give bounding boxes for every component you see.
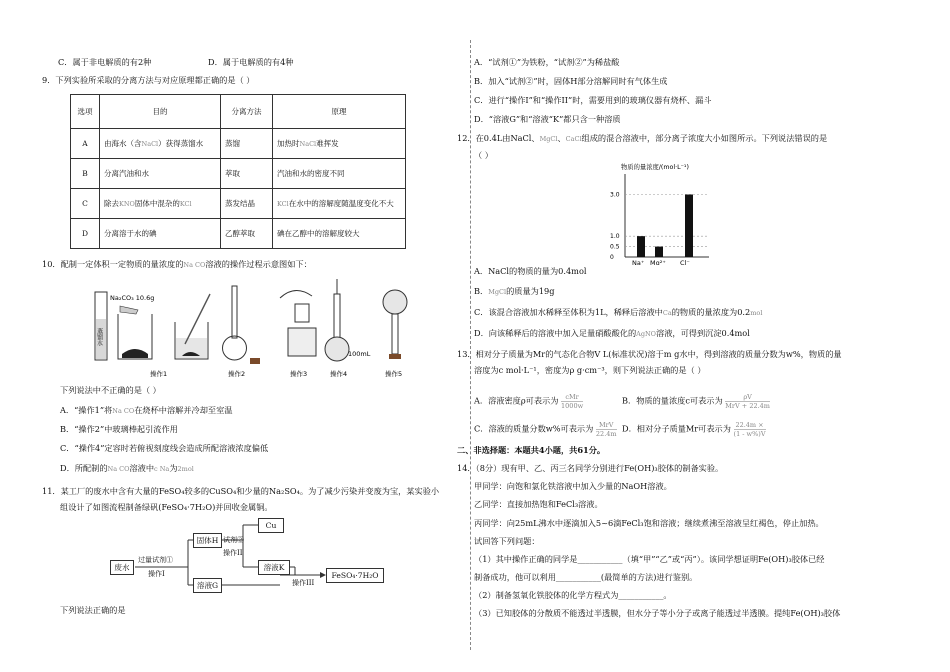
q9-stem: 9．下列实验所采取的分离方法与对应原理都正确的是（ ）	[42, 75, 255, 85]
table-row: A 由海水（含NaCl）获得蒸馏水 蒸馏 加热时NaCl难挥发	[71, 129, 406, 159]
q8-option-d: D．属于电解质的有4种	[208, 57, 294, 67]
table-row: D 分离溶于水的碘 乙醇萃取 碘在乙醇中的溶解度较大	[71, 219, 406, 249]
graduated-cylinder	[95, 292, 107, 360]
q14-line5: 试回答下列问题：	[474, 536, 540, 546]
y-tick-label: 0.5	[610, 243, 620, 251]
q11-option-c: C．进行“操作I”和“操作II”时，需要用到的玻璃仪器有烧杯、漏斗	[474, 95, 712, 105]
bar-0	[637, 236, 645, 257]
q10-option-a: A．“操作1”将Na CO在烧杯中溶解并冷却至室温	[60, 405, 233, 415]
header-option: 选项	[71, 95, 100, 129]
volumetric-flask-4	[325, 279, 371, 378]
y-tick-label: 3.0	[610, 191, 620, 199]
bar-2	[685, 195, 693, 258]
svg-text:操作5: 操作5	[385, 370, 403, 378]
q11-question: 下列说法正确的是	[60, 605, 126, 615]
q12-bar-chart	[607, 160, 727, 265]
flow-solG-box: 溶液G	[193, 578, 222, 593]
q10-procedure-figure	[90, 274, 420, 379]
svg-text:操作3: 操作3	[290, 370, 308, 378]
svg-text:100mL: 100mL	[348, 350, 371, 358]
flow-op2-label: 操作II	[223, 549, 243, 557]
svg-text:操作2: 操作2	[228, 370, 246, 378]
x-categories	[632, 259, 690, 265]
q13-option-a: A．溶液密度ρ可表示为 cMr 1000w	[474, 393, 584, 410]
flow-reagent2-label: 试剂②	[223, 536, 244, 544]
inverted-flask-5	[383, 290, 407, 378]
q12-option-c: C．该混合溶液加水稀释至体积为1L，稀释后溶液中Ca的物质的量浓度为0.2mol	[474, 307, 763, 317]
q13-stem-line2: 溶度为c mol·L⁻¹，密度为ρ g·cm⁻³，则下列说法正确的是（ ）	[474, 365, 706, 375]
q14-line6: （1）其中操作正确的同学是___________（填“甲”“乙”或“丙”）。该同学想证明Fe(OH)₃胶体已经	[474, 554, 825, 564]
q8-option-c: C．属于非电解质的有2种	[58, 57, 152, 67]
flow-solidH-box: 固体H	[193, 533, 222, 548]
q14-line7: 制备成功，他可以利用___________(最简单的方法)进行鉴别。	[474, 572, 698, 582]
q12-stem: 12．在0.4L由NaCl、MgCl、CaCl组成的混合溶液中，部分离子浓度大小如图所示。下列说法错误的是	[457, 133, 828, 143]
q10-option-c: C．“操作4”定容时若俯视刻度线会造成所配溶液浓度偏低	[60, 443, 269, 453]
bars	[637, 195, 693, 258]
y-tick-label: 1.0	[610, 233, 620, 241]
column-divider	[470, 40, 471, 650]
q13-option-b: B．物质的量浓度c可表示为 ρV MrV + 22.4m	[622, 393, 770, 410]
q10-stem: 10．配制一定体积一定物质的量浓度的Na CO溶液的操作过程示意图如下：	[42, 259, 312, 269]
header-principle: 原理	[273, 95, 406, 129]
q12-option-a: A．NaCl的物质的量为0.4mol	[474, 266, 587, 276]
q11-option-b: B．加入“试剂②”时，固体H部分溶解同时有气体生成	[474, 76, 668, 86]
flow-reagent1-label: 过量试剂①	[138, 556, 173, 564]
q14-line3: 乙同学：直接加热饱和FeCl₃溶液。	[474, 499, 603, 509]
table-row: C 除去KNO固体中混杂的KCl 蒸发结晶 KCl在水中的溶解度随温度变化不大	[71, 189, 406, 219]
y-tick-label: 0	[610, 254, 614, 261]
bar-1	[655, 247, 663, 257]
flow-op1-label: 操作I	[148, 570, 165, 578]
q10-option-d: D．所配制的Na CO溶液中c Na为2mol	[60, 463, 194, 473]
q14-line2: 甲同学：向饱和氯化铁溶液中加入少量的NaOH溶液。	[474, 481, 672, 491]
reagent-label: Na₂CO₃ 10.6g	[110, 294, 155, 302]
flow-op3-label: 操作III	[292, 579, 315, 587]
pouring-setup-3	[280, 290, 316, 378]
flow-cu-box: Cu	[258, 518, 284, 533]
flow-solK-box: 溶液K	[258, 560, 290, 575]
svg-text:操作1: 操作1	[150, 370, 168, 378]
q14-line1: 14．（8分）现有甲、乙、丙三名同学分别进行Fe(OH)₃胶体的制备实验。	[457, 463, 724, 473]
q13-stem-line1: 13．相对分子质量为Mr的气态化合物V L(标准状况)溶于m g水中，得到溶液的质量分数为w%，物质的量	[457, 349, 842, 359]
flow-waste-box: 废水	[110, 560, 134, 575]
q13-option-c: C．溶液的质量分数w%可表示为 MrV 22.4m	[474, 421, 617, 438]
table-row: B 分离汽油和水 萃取 汽油和水的密度不同	[71, 159, 406, 189]
q12-option-b: B．MgCl的质量为19g	[474, 286, 555, 296]
q11-stem-line1: 11．某工厂的废水中含有大量的FeSO₄较多的CuSO₄和少量的Na₂SO₄。为了减少污染并变废为宝，某实验小	[42, 486, 440, 496]
q11-option-d: D．“溶液G”和“溶液“K”都只含一种溶质	[474, 114, 621, 124]
q11-flowchart	[110, 515, 390, 595]
q11-option-a: A．“试剂①”为铁粉，“试剂②”为稀盐酸	[474, 57, 620, 67]
volumetric-flask-2	[223, 286, 261, 378]
q14-line9: （3）已知胶体的分散质不能透过半透膜，但水分子等小分子或离子能透过半透膜。提纯Fe(OH)₃胶体	[474, 608, 841, 618]
svg-text:操作4: 操作4	[330, 370, 348, 378]
beaker-1	[118, 306, 152, 359]
q11-stem-line2: 组设计了如图流程制备绿矾(FeSO₄·7H₂O)并回收金属铜。	[60, 502, 273, 512]
header-method: 分离方法	[221, 95, 273, 129]
section-2-heading: 二、非选择题：本题共4小题，共61分。	[457, 445, 606, 455]
q10-question: 下列说法中不正确的是（ ）	[60, 385, 161, 395]
right-column	[457, 0, 950, 672]
q14-line8: （2）制备氢氧化铁胶体的化学方程式为___________。	[474, 590, 672, 600]
x-category-label: Na⁺	[632, 259, 645, 265]
q9-table	[70, 94, 406, 249]
q12-option-d: D．向该稀释后的溶液中加入足量硝酸酸化的AgNO溶液，可得到沉淀0.4mol	[474, 328, 750, 338]
q13-option-d: D．相对分子质量Mr可表示为 $\frac{22.4m \times}{(1 - w\%)V}$	[622, 421, 766, 438]
flow-product-box: FeSO₄·7H₂O	[326, 568, 384, 583]
chart-title: 物质的量浓度/(mol·L⁻¹)	[621, 164, 689, 171]
beaker-2	[175, 294, 210, 359]
table-header-row	[71, 95, 406, 129]
x-category-label: Cl⁻	[680, 259, 690, 265]
q12-paren: （ ）	[474, 150, 493, 160]
svg-text:蒸馏水: 蒸馏水	[95, 328, 103, 346]
left-column	[0, 0, 470, 672]
q10-option-b: B．“操作2”中玻璃棒起引流作用	[60, 424, 178, 434]
header-purpose: 目的	[100, 95, 221, 129]
x-category-label: Mg²⁺	[650, 259, 666, 265]
q14-line4: 丙同学：向25mL沸水中逐滴加入5~6滴FeCl₃饱和溶液；继续煮沸至溶液呈红褐色，停止加热。	[474, 518, 824, 528]
